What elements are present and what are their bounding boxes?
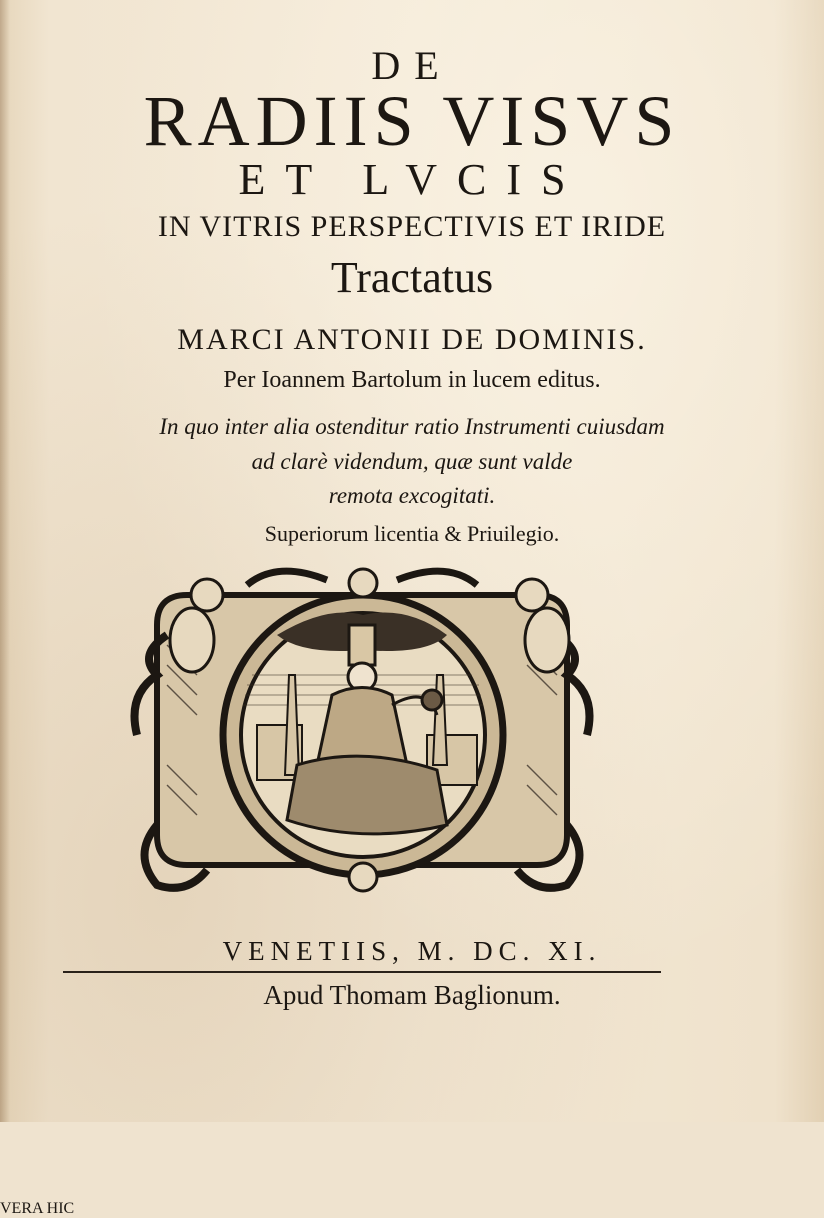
- title-line-in-vitris: IN VITRIS PERSPECTIVIS ET IRIDE: [157, 210, 667, 243]
- description-line-1: In quo inter alia ostenditur ratio Instrumenti cuiusdam: [159, 414, 665, 439]
- description-line-2: ad clarè videndum, quæ sunt valde: [251, 449, 573, 474]
- title-line-tractatus: Tractatus: [330, 253, 494, 302]
- title-line-et-lucis: ET LVCIS: [238, 155, 586, 204]
- license-line: Superiorum licentia & Priuilegio.: [264, 521, 560, 546]
- editor-line: Per Ioannem Bartolum in lucem editus.: [223, 367, 601, 393]
- description-line-3: remota excogitati.: [328, 483, 496, 508]
- title-line-de: DE: [371, 43, 453, 88]
- imprint-place-date: VENETIIS, M. DC. XI.: [222, 936, 602, 966]
- title-line-radiis: RADIIS VISVS: [143, 81, 681, 161]
- imprint-rule: [63, 971, 661, 973]
- roundel-motto: VERA HIC: [0, 1200, 75, 1217]
- printers-device-woodcut-icon: [127, 565, 597, 895]
- author-line: MARCI ANTONII DE DOMINIS.: [177, 323, 647, 356]
- printer-line: Apud Thomam Baglionum.: [263, 980, 561, 1010]
